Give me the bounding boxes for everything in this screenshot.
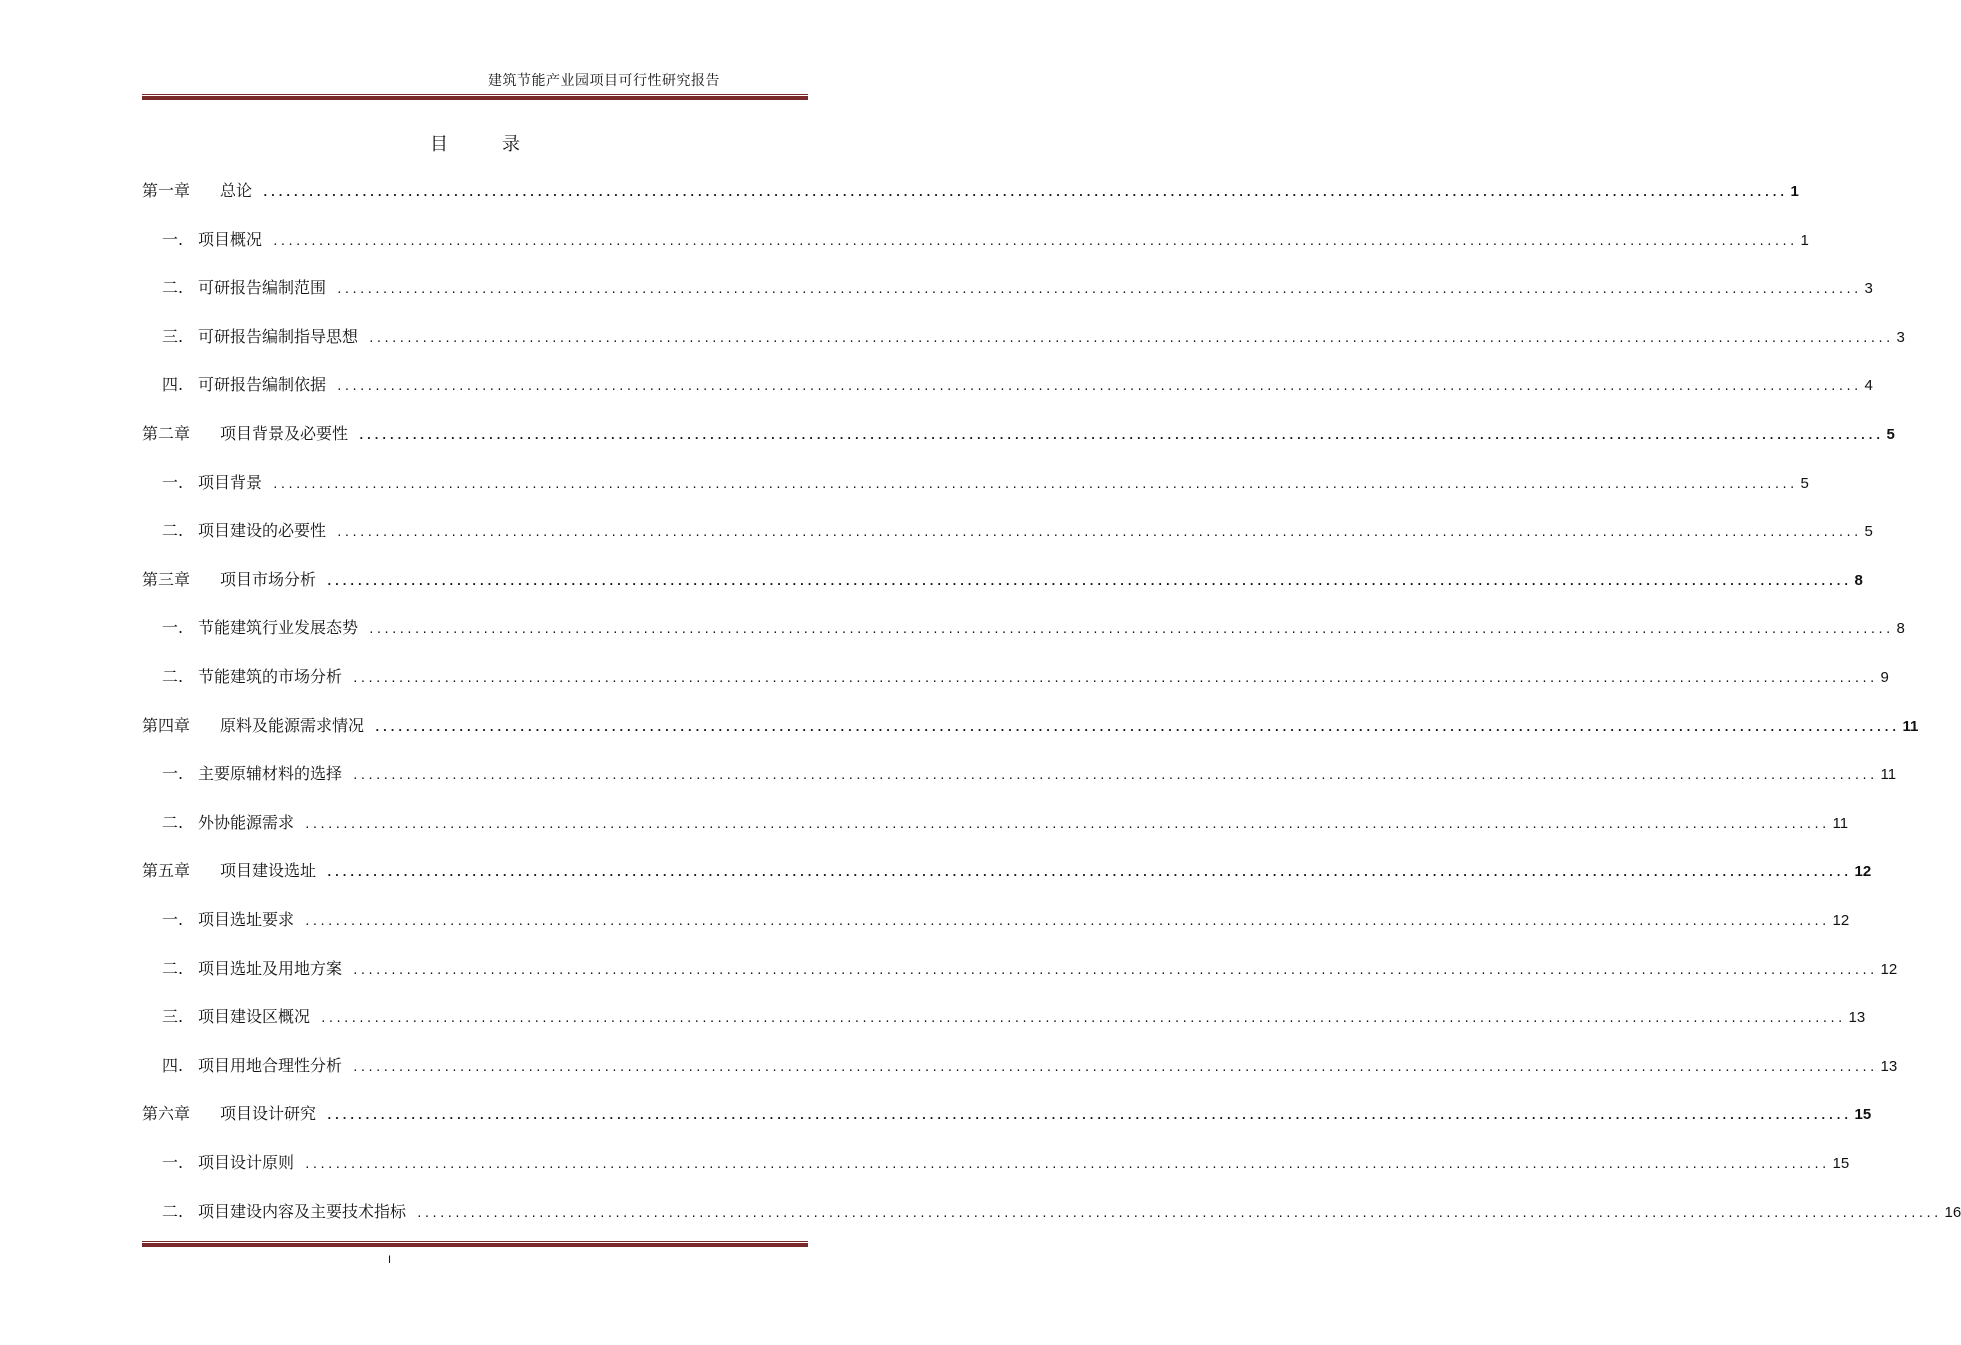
- toc-entry-title: 项目市场分析: [220, 570, 317, 589]
- toc-entry-title: 项目设计研究: [220, 1104, 317, 1123]
- toc-entry-number: 四.: [162, 375, 184, 394]
- toc-leader-dots: ........................................................................................................................................................................................................: [358, 429, 1883, 442]
- toc-leader-dots: ........................................................................................................................................................................................................: [374, 721, 1899, 734]
- toc-title: [0, 130, 950, 156]
- toc-entry-title: 项目概况: [198, 230, 263, 249]
- toc-entry-label: [162, 810, 294, 833]
- toc-chapter-entry[interactable]: [142, 421, 1895, 443]
- toc-section-entry[interactable]: [162, 1150, 1850, 1172]
- toc-entry-title: 可研报告编制依据: [198, 375, 327, 394]
- toc-entry-number: 四.: [162, 1056, 184, 1075]
- footer-rule: [142, 1241, 808, 1247]
- toc-entry-page: 11: [1880, 766, 1897, 783]
- toc-entry-page: 5: [1864, 523, 1873, 540]
- header-rule: [142, 94, 808, 100]
- toc-entry-title: 项目建设选址: [220, 861, 317, 880]
- toc-entry-title: 主要原辅材料的选择: [198, 764, 343, 783]
- toc-chapter-entry[interactable]: [142, 567, 1863, 589]
- toc-section-entry[interactable]: [162, 518, 1873, 540]
- toc-entry-number: 一.: [162, 230, 184, 249]
- toc-entry-label: [142, 178, 252, 201]
- toc-entry-title: 外协能源需求: [198, 813, 295, 832]
- toc-entry-label: [162, 1004, 310, 1027]
- toc-entry-number: 三.: [162, 327, 184, 346]
- toc-section-entry[interactable]: [162, 907, 1850, 929]
- toc-entry-number: 一.: [162, 764, 184, 783]
- toc-leader-dots: ........................................................................................................................................................................................................: [352, 1061, 1877, 1074]
- toc-entry-page: 11: [1832, 815, 1849, 832]
- toc-title-right: 录: [502, 134, 520, 155]
- toc-leader-dots: ........................................................................................................................................................................................................: [326, 866, 1851, 879]
- toc-section-entry[interactable]: [162, 324, 1905, 346]
- toc-entry-title: 项目背景及必要性: [220, 424, 349, 443]
- toc-entry-number: 一.: [162, 1153, 184, 1172]
- toc-entry-label: [162, 761, 342, 784]
- toc-entry-page: 5: [1800, 475, 1809, 492]
- toc-entry-label: [162, 1053, 342, 1076]
- toc-entry-title: 项目建设内容及主要技术指标: [198, 1202, 407, 1221]
- toc-leader-dots: ........................................................................................................................................................................................................: [336, 380, 1861, 393]
- toc-title-left: 目: [430, 134, 448, 155]
- toc-entry-title: 节能建筑的市场分析: [198, 667, 343, 686]
- page-header-title: 建筑节能产业园项目可行性研究报告: [488, 73, 720, 89]
- toc-leader-dots: ........................................................................................................................................................................................................: [352, 672, 1877, 685]
- toc-leader-dots: ........................................................................................................................................................................................................: [416, 1207, 1941, 1220]
- toc-entry-label: [162, 1150, 294, 1173]
- toc-entry-label: [162, 275, 326, 298]
- toc-entry-page: 16: [1944, 1204, 1961, 1221]
- toc-leader-dots: ........................................................................................................................................................................................................: [336, 283, 1861, 296]
- toc-entry-page: 13: [1848, 1009, 1866, 1026]
- toc-entry-number: 第五章: [142, 861, 191, 880]
- toc-entry-title: 原料及能源需求情况: [220, 716, 365, 735]
- toc-entry-number: 二.: [162, 1202, 184, 1221]
- toc-entry-page: 11: [1902, 718, 1919, 735]
- toc-entry-page: 8: [1896, 620, 1905, 637]
- toc-entry-number: 二.: [162, 959, 184, 978]
- toc-leader-dots: ........................................................................................................................................................................................................: [304, 1158, 1829, 1171]
- toc-leader-dots: ........................................................................................................................................................................................................: [326, 1109, 1851, 1122]
- toc-chapter-entry[interactable]: [142, 713, 1919, 735]
- page-number: I: [388, 1254, 392, 1266]
- toc-entry-number: 第六章: [142, 1104, 191, 1123]
- toc-chapter-entry[interactable]: [142, 1101, 1872, 1123]
- toc-entry-number: 二.: [162, 278, 184, 297]
- toc-entry-page: 12: [1854, 863, 1872, 880]
- toc-entry-page: 4: [1864, 377, 1873, 394]
- toc-entry-number: 二.: [162, 813, 184, 832]
- toc-section-entry[interactable]: [162, 615, 1905, 637]
- toc-section-entry[interactable]: [162, 227, 1809, 249]
- toc-entry-label: [142, 713, 364, 736]
- toc-entry-page: 3: [1896, 329, 1905, 346]
- toc-entry-number: 三.: [162, 1007, 184, 1026]
- toc-entry-label: [162, 664, 342, 687]
- toc-leader-dots: ........................................................................................................................................................................................................: [368, 332, 1893, 345]
- toc-leader-dots: ........................................................................................................................................................................................................: [304, 818, 1829, 831]
- toc-entry-title: 可研报告编制范围: [198, 278, 327, 297]
- toc-entry-title: 项目背景: [198, 473, 263, 492]
- toc-leader-dots: ........................................................................................................................................................................................................: [272, 478, 1797, 491]
- toc-entry-number: 第四章: [142, 716, 191, 735]
- toc-entry-label: [142, 421, 348, 444]
- toc-entry-label: [162, 615, 358, 638]
- toc-entry-title: 项目建设区概况: [198, 1007, 311, 1026]
- toc-entry-number: 一.: [162, 473, 184, 492]
- toc-entry-number: 二.: [162, 667, 184, 686]
- toc-entry-label: [162, 324, 358, 347]
- toc-section-entry[interactable]: [162, 956, 1898, 978]
- toc-entry-number: 二.: [162, 521, 184, 540]
- toc-entry-label: [162, 372, 326, 395]
- toc-leader-dots: ........................................................................................................................................................................................................: [326, 575, 1851, 588]
- toc-section-entry[interactable]: [162, 810, 1849, 832]
- toc-entry-title: 项目设计原则: [198, 1153, 295, 1172]
- toc-entry-label: [162, 470, 262, 493]
- toc-entry-title: 项目用地合理性分析: [198, 1056, 343, 1075]
- toc-entry-page: 8: [1854, 572, 1863, 589]
- toc-leader-dots: ........................................................................................................................................................................................................: [336, 526, 1861, 539]
- toc-entry-label: [162, 518, 326, 541]
- toc-entry-number: 一.: [162, 618, 184, 637]
- toc-section-entry[interactable]: [162, 1199, 1961, 1221]
- toc-entry-number: 第三章: [142, 570, 191, 589]
- toc-entry-page: 12: [1880, 961, 1898, 978]
- toc-leader-dots: ........................................................................................................................................................................................................: [272, 235, 1797, 248]
- toc-entry-title: 可研报告编制指导思想: [198, 327, 359, 346]
- toc-leader-dots: ........................................................................................................................................................................................................: [304, 915, 1829, 928]
- toc-entry-page: 3: [1864, 280, 1873, 297]
- toc-chapter-entry[interactable]: [142, 178, 1799, 200]
- toc-entry-label: [142, 567, 316, 590]
- toc-entry-label: [162, 907, 294, 930]
- toc-leader-dots: ........................................................................................................................................................................................................: [320, 1012, 1845, 1025]
- toc-section-entry[interactable]: [162, 761, 1897, 783]
- toc-leader-dots: ........................................................................................................................................................................................................: [262, 186, 1787, 199]
- toc-entry-label: [162, 1199, 406, 1222]
- toc-entry-label: [142, 1101, 316, 1124]
- toc-entry-title: 总论: [220, 181, 253, 200]
- toc-entry-page: 9: [1880, 669, 1889, 686]
- toc-leader-dots: ........................................................................................................................................................................................................: [352, 769, 1877, 782]
- toc-section-entry[interactable]: [162, 275, 1873, 297]
- toc-chapter-entry[interactable]: [142, 858, 1872, 880]
- toc-entry-number: 第一章: [142, 181, 191, 200]
- toc-leader-dots: ........................................................................................................................................................................................................: [352, 964, 1877, 977]
- toc-entry-label: [162, 227, 262, 250]
- toc-section-entry[interactable]: [162, 664, 1889, 686]
- toc-section-entry[interactable]: [162, 1053, 1898, 1075]
- toc-section-entry[interactable]: [162, 470, 1809, 492]
- toc-entry-label: [142, 858, 316, 881]
- toc-entry-title: 节能建筑行业发展态势: [198, 618, 359, 637]
- toc-entry-page: 15: [1832, 1155, 1850, 1172]
- toc-entry-page: 13: [1880, 1058, 1898, 1075]
- toc-entry-label: [162, 956, 342, 979]
- toc-entry-page: 1: [1790, 183, 1799, 200]
- toc-entry-title: 项目选址要求: [198, 910, 295, 929]
- toc-section-entry[interactable]: [162, 372, 1873, 394]
- toc-entry-number: 第二章: [142, 424, 191, 443]
- toc-entry-number: 一.: [162, 910, 184, 929]
- toc-entry-page: 12: [1832, 912, 1850, 929]
- toc-entry-page: 1: [1800, 232, 1809, 249]
- toc-entry-page: 5: [1886, 426, 1895, 443]
- toc-leader-dots: ........................................................................................................................................................................................................: [368, 623, 1893, 636]
- toc-section-entry[interactable]: [162, 1004, 1866, 1026]
- toc-entry-title: 项目选址及用地方案: [198, 959, 343, 978]
- toc-entry-page: 15: [1854, 1106, 1872, 1123]
- toc-entry-title: 项目建设的必要性: [198, 521, 327, 540]
